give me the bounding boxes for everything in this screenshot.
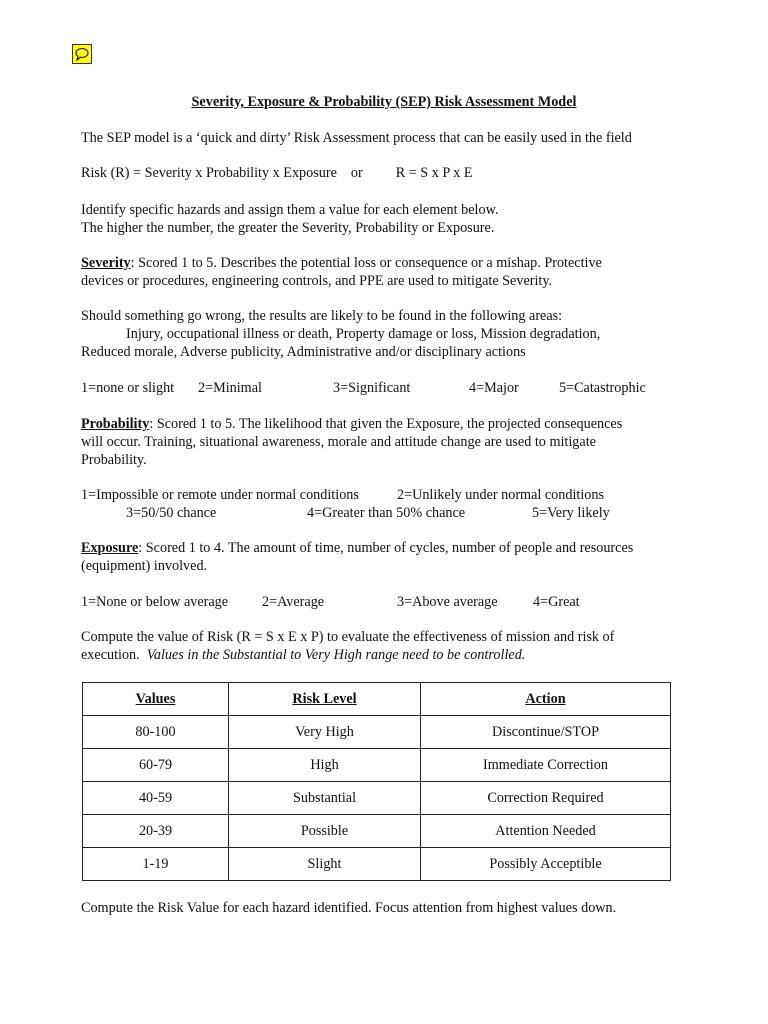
formula-or: or	[350, 165, 363, 181]
formula-line	[81, 164, 473, 182]
page-title: Severity, Exposure & Probability (SEP) Risk Assessment Model	[191, 94, 577, 110]
exposure-scale	[81, 593, 580, 611]
cell-action: Possibly Acceptible	[421, 848, 671, 881]
header-risk-level: Risk Level	[229, 683, 421, 716]
cell-values: 1-19	[83, 848, 229, 881]
cell-risk-level: Substantial	[229, 782, 421, 815]
severity-scale-4: 4=Major	[469, 380, 519, 396]
cell-action: Discontinue/STOP	[421, 716, 671, 749]
severity-scale-5: 5=Catastrophic	[559, 380, 646, 396]
cell-risk-level: Slight	[229, 848, 421, 881]
probability-term: Probability	[81, 416, 150, 432]
exposure-line-1	[81, 539, 633, 557]
intro-text: The SEP model is a ‘quick and dirty’ Risk Assessment process that can be easily used in the field	[81, 130, 632, 146]
severity-line-2: devices or procedures, engineering controls, and PPE are used to mitigate Severity.	[81, 273, 553, 289]
cell-risk-level: High	[229, 749, 421, 782]
exposure-scale-4: 4=Great	[533, 594, 580, 610]
formula-text: Risk (R) = Severity x Probability x Exposure	[81, 165, 337, 181]
table-row	[83, 815, 671, 848]
severity-line-1	[81, 254, 602, 272]
areas-line-1: Should something go wrong, the results are likely to be found in the following areas:	[81, 308, 563, 324]
severity-scale-3: 3=Significant	[333, 380, 411, 396]
severity-desc-1: : Scored 1 to 5. Describes the potential loss or consequence or a mishap. Protective	[130, 255, 602, 271]
table-row	[83, 848, 671, 881]
probability-scale-row-1	[81, 486, 604, 504]
probability-scale-5: 5=Very likely	[532, 505, 610, 521]
cell-action: Attention Needed	[421, 815, 671, 848]
cell-action: Immediate Correction	[421, 749, 671, 782]
cell-action: Correction Required	[421, 782, 671, 815]
probability-scale-4: 4=Greater than 50% chance	[307, 505, 466, 521]
severity-scale	[81, 379, 646, 397]
probability-scale-row-2	[81, 504, 610, 522]
probability-desc-1: : Scored 1 to 5. The likelihood that given the Exposure, the projected consequences	[149, 416, 623, 432]
header-action: Action	[421, 683, 671, 716]
risk-level-table	[82, 682, 671, 881]
severity-term: Severity	[81, 255, 131, 271]
exposure-scale-1: 1=None or below average	[81, 594, 229, 610]
identify-line-2: The higher the number, the greater the Severity, Probability or Exposure.	[81, 220, 495, 236]
severity-scale-2: 2=Minimal	[198, 380, 262, 396]
table-row	[83, 749, 671, 782]
exposure-line-2: (equipment) involved.	[81, 558, 208, 574]
areas-line-3: Reduced morale, Adverse publicity, Administrative and/or disciplinary actions	[81, 344, 526, 360]
probability-scale-1: 1=Impossible or remote under normal conditions	[81, 487, 359, 503]
exposure-scale-3: 3=Above average	[397, 594, 498, 610]
areas-line-2: Injury, occupational illness or death, Property damage or loss, Mission degradation,	[126, 326, 601, 342]
cell-values: 20-39	[83, 815, 229, 848]
cell-risk-level: Possible	[229, 815, 421, 848]
compute-line-2	[81, 646, 525, 664]
compute-line-1: Compute the value of Risk (R = S x E x P) to evaluate the effectiveness of mission and risk of	[81, 629, 615, 645]
exposure-desc-1: : Scored 1 to 4. The amount of time, number of cycles, number of people and resources	[138, 540, 634, 556]
cell-values: 60-79	[83, 749, 229, 782]
cell-risk-level: Very High	[229, 716, 421, 749]
probability-scale-3: 3=50/50 chance	[126, 505, 217, 521]
probability-line-3: Probability.	[81, 452, 147, 468]
identify-line-1: Identify specific hazards and assign them a value for each element below.	[81, 202, 499, 218]
header-values: Values	[83, 683, 229, 716]
formula-short: R = S x P x E	[395, 165, 473, 181]
cell-values: 80-100	[83, 716, 229, 749]
compute-line-2-italic: Values in the Substantial to Very High range need to be controlled.	[146, 647, 526, 663]
footer-text: Compute the Risk Value for each hazard identified. Focus attention from highest values down.	[81, 900, 617, 916]
exposure-scale-2: 2=Average	[262, 594, 325, 610]
table-header-row	[83, 683, 671, 716]
table-row	[83, 782, 671, 815]
probability-scale-2: 2=Unlikely under normal conditions	[397, 487, 604, 503]
cell-values: 40-59	[83, 782, 229, 815]
probability-line-1	[81, 415, 622, 433]
probability-line-2: will occur. Training, situational awareness, morale and attitude change are used to mitigate	[81, 434, 596, 450]
compute-line-2-text: execution.	[81, 647, 140, 663]
table-row	[83, 716, 671, 749]
comment-note-icon[interactable]	[72, 44, 92, 64]
severity-scale-1: 1=none or slight	[81, 380, 175, 396]
exposure-term: Exposure	[81, 540, 139, 556]
